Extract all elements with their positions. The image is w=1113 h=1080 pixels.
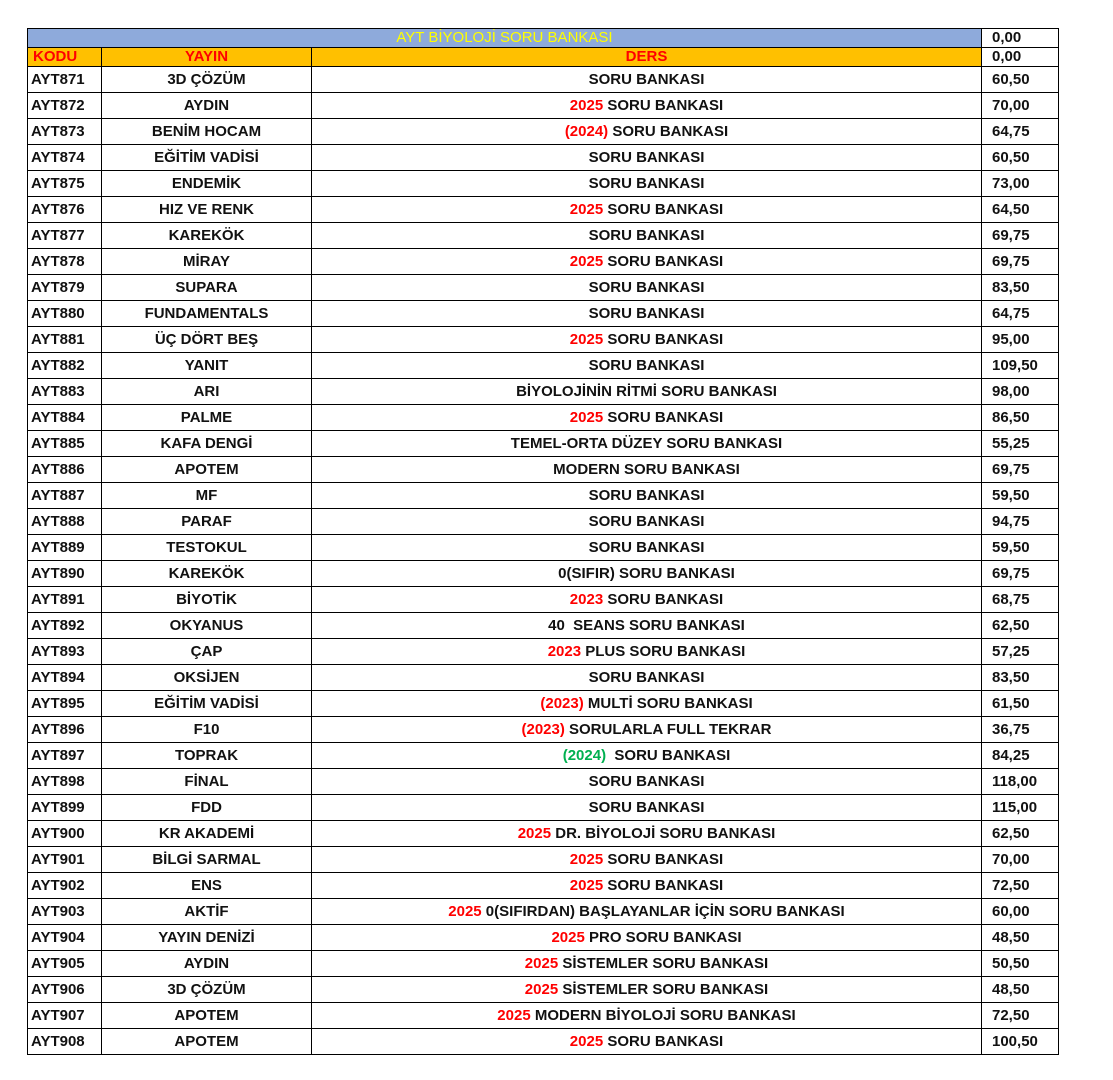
cell-course[interactable] [312, 847, 982, 873]
cell-code[interactable]: AYT895 [28, 691, 102, 717]
table-row [28, 665, 1059, 691]
cell-publisher[interactable]: MF [102, 483, 312, 509]
course-name: 0(SIFIR) SORU BANKASI [558, 565, 735, 582]
table-row [28, 899, 1059, 925]
table-row [28, 1029, 1059, 1055]
course-name: MODERN SORU BANKASI [553, 461, 740, 478]
cell-course[interactable] [312, 509, 982, 535]
cell-course[interactable] [312, 665, 982, 691]
cell-publisher[interactable]: EĞİTİM VADİSİ [102, 691, 312, 717]
cell-code[interactable]: AYT873 [28, 119, 102, 145]
course-name: 40 SEANS SORU BANKASI [548, 617, 745, 634]
cell-price[interactable]: 73,00 [982, 171, 1059, 197]
course-name: SORU BANKASI [588, 357, 705, 374]
cell-publisher[interactable]: BENİM HOCAM [102, 119, 312, 145]
cell-price[interactable]: 109,50 [982, 353, 1059, 379]
course-year-prefix: 2025 [551, 929, 585, 946]
cell-publisher[interactable]: ÇAP [102, 639, 312, 665]
cell-code[interactable]: AYT875 [28, 171, 102, 197]
course-name: MODERN BİYOLOJİ SORU BANKASI [530, 1007, 796, 1024]
course-name: SİSTEMLER SORU BANKASI [558, 955, 769, 972]
table-row [28, 873, 1059, 899]
cell-course[interactable] [312, 457, 982, 483]
course-year-prefix: 2025 [569, 851, 604, 868]
course-name: SORU BANKASI [588, 305, 705, 322]
table-row [28, 379, 1059, 405]
cell-code[interactable]: AYT874 [28, 145, 102, 171]
cell-course[interactable] [312, 795, 982, 821]
course-name: SORU BANKASI [603, 253, 724, 270]
cell-publisher[interactable]: KR AKADEMİ [102, 821, 312, 847]
table-row [28, 691, 1059, 717]
cell-course[interactable] [312, 223, 982, 249]
table-row [28, 67, 1059, 93]
course-name: SORU BANKASI [603, 851, 724, 868]
cell-price[interactable]: 48,50 [982, 977, 1059, 1003]
header-code[interactable]: KODU [28, 48, 102, 67]
cell-course[interactable] [312, 171, 982, 197]
cell-publisher[interactable]: ENDEMİK [102, 171, 312, 197]
cell-code[interactable]: AYT899 [28, 795, 102, 821]
course-year-prefix: 2025 [569, 1033, 604, 1050]
table-row [28, 119, 1059, 145]
course-year-prefix: 2025 [569, 877, 604, 894]
cell-publisher[interactable]: HIZ VE RENK [102, 197, 312, 223]
cell-price[interactable]: 64,75 [982, 119, 1059, 145]
cell-publisher[interactable]: YAYIN DENİZİ [102, 925, 312, 951]
cell-code[interactable]: AYT878 [28, 249, 102, 275]
table-row [28, 535, 1059, 561]
table-row [28, 223, 1059, 249]
cell-course[interactable] [312, 379, 982, 405]
cell-course[interactable] [312, 587, 982, 613]
course-year-prefix: 2025 [517, 825, 552, 842]
cell-code[interactable]: AYT896 [28, 717, 102, 743]
course-year-prefix: (2023) [521, 721, 565, 738]
cell-code[interactable]: AYT908 [28, 1029, 102, 1055]
course-name: 0(SIFIRDAN) BAŞLAYANLAR İÇİN SORU BANKASI [481, 903, 845, 920]
course-year-prefix: 2025 [569, 331, 604, 348]
course-name: SİSTEMLER SORU BANKASI [558, 981, 769, 998]
table-row [28, 743, 1059, 769]
cell-price[interactable]: 68,75 [982, 587, 1059, 613]
cell-price[interactable]: 55,25 [982, 431, 1059, 457]
cell-course[interactable] [312, 119, 982, 145]
header-publisher[interactable]: YAYIN [102, 48, 312, 67]
table-row [28, 145, 1059, 171]
course-year-prefix: 2025 [569, 409, 604, 426]
course-name: SORU BANKASI [588, 227, 705, 244]
table-row [28, 431, 1059, 457]
cell-publisher[interactable]: KAFA DENGİ [102, 431, 312, 457]
table-row [28, 821, 1059, 847]
cell-course[interactable] [312, 717, 982, 743]
cell-publisher[interactable]: BİLGİ SARMAL [102, 847, 312, 873]
course-name: BİYOLOJİNİN RİTMİ SORU BANKASI [516, 383, 777, 400]
cell-code[interactable]: AYT900 [28, 821, 102, 847]
cell-publisher[interactable]: SUPARA [102, 275, 312, 301]
cell-publisher[interactable]: BİYOTİK [102, 587, 312, 613]
cell-publisher[interactable]: KAREKÖK [102, 561, 312, 587]
course-name: SORU BANKASI [603, 591, 724, 608]
cell-course[interactable] [312, 67, 982, 93]
cell-publisher[interactable]: YANIT [102, 353, 312, 379]
cell-course[interactable] [312, 275, 982, 301]
cell-code[interactable]: AYT890 [28, 561, 102, 587]
cell-price[interactable]: 64,75 [982, 301, 1059, 327]
cell-course[interactable] [312, 405, 982, 431]
cell-course[interactable] [312, 353, 982, 379]
cell-price[interactable]: 72,50 [982, 873, 1059, 899]
cell-publisher[interactable]: 3D ÇÖZÜM [102, 977, 312, 1003]
price-list-body [28, 29, 1059, 1055]
table-row [28, 977, 1059, 1003]
course-name: SORU BANKASI [608, 123, 729, 140]
table-row [28, 769, 1059, 795]
course-name: SORU BANKASI [588, 799, 705, 816]
cell-code[interactable]: AYT879 [28, 275, 102, 301]
cell-code[interactable]: AYT871 [28, 67, 102, 93]
cell-publisher[interactable]: AYDIN [102, 93, 312, 119]
cell-code[interactable]: AYT893 [28, 639, 102, 665]
course-name: DR. BİYOLOJİ SORU BANKASI [551, 825, 776, 842]
cell-course[interactable] [312, 561, 982, 587]
cell-course[interactable] [312, 977, 982, 1003]
cell-price[interactable]: 60,50 [982, 145, 1059, 171]
course-name: SORU BANKASI [603, 409, 724, 426]
table-row [28, 561, 1059, 587]
cell-price[interactable]: 70,00 [982, 93, 1059, 119]
cell-code[interactable]: AYT905 [28, 951, 102, 977]
cell-code[interactable]: AYT887 [28, 483, 102, 509]
cell-price[interactable]: 100,50 [982, 1029, 1059, 1055]
cell-course[interactable] [312, 197, 982, 223]
cell-publisher[interactable]: OKYANUS [102, 613, 312, 639]
course-name: SORU BANKASI [588, 513, 705, 530]
course-year-prefix: 2025 [569, 253, 604, 270]
course-name: SORU BANKASI [588, 669, 705, 686]
table-row [28, 301, 1059, 327]
cell-code[interactable]: AYT906 [28, 977, 102, 1003]
cell-price[interactable]: 62,50 [982, 821, 1059, 847]
table-row [28, 171, 1059, 197]
table-row [28, 795, 1059, 821]
cell-code[interactable]: AYT886 [28, 457, 102, 483]
cell-price[interactable]: 59,50 [982, 535, 1059, 561]
cell-publisher[interactable]: ARI [102, 379, 312, 405]
cell-course[interactable] [312, 1003, 982, 1029]
cell-code[interactable]: AYT902 [28, 873, 102, 899]
course-year-prefix: 2025 [569, 97, 604, 114]
cell-price[interactable]: 72,50 [982, 1003, 1059, 1029]
cell-publisher[interactable]: ÜÇ DÖRT BEŞ [102, 327, 312, 353]
cell-price[interactable]: 50,50 [982, 951, 1059, 977]
table-row [28, 405, 1059, 431]
cell-course[interactable] [312, 301, 982, 327]
course-year-prefix: (2024) [562, 747, 607, 764]
cell-code[interactable]: AYT891 [28, 587, 102, 613]
table-row [28, 509, 1059, 535]
course-name: SORU BANKASI [588, 487, 705, 504]
cell-price[interactable]: 62,50 [982, 613, 1059, 639]
cell-price[interactable]: 48,50 [982, 925, 1059, 951]
cell-price[interactable]: 69,75 [982, 249, 1059, 275]
cell-code[interactable]: AYT883 [28, 379, 102, 405]
course-name: PLUS SORU BANKASI [581, 643, 746, 660]
cell-code[interactable]: AYT877 [28, 223, 102, 249]
course-name: SORU BANKASI [603, 331, 724, 348]
table-row [28, 457, 1059, 483]
cell-course[interactable] [312, 431, 982, 457]
title-row [28, 29, 1059, 48]
course-name: SORU BANKASI [588, 773, 705, 790]
table-row [28, 93, 1059, 119]
cell-price[interactable]: 118,00 [982, 769, 1059, 795]
table-row [28, 327, 1059, 353]
cell-publisher[interactable]: PALME [102, 405, 312, 431]
cell-code[interactable]: AYT898 [28, 769, 102, 795]
cell-code[interactable]: AYT894 [28, 665, 102, 691]
cell-publisher[interactable]: TESTOKUL [102, 535, 312, 561]
cell-publisher[interactable]: F10 [102, 717, 312, 743]
title-price-cell[interactable]: 0,00 [982, 29, 1059, 48]
table-row [28, 275, 1059, 301]
course-name: SORU BANKASI [603, 1033, 724, 1050]
cell-course[interactable] [312, 899, 982, 925]
cell-price[interactable]: 59,50 [982, 483, 1059, 509]
cell-publisher[interactable]: EĞİTİM VADİSİ [102, 145, 312, 171]
course-year-prefix: 2025 [448, 903, 482, 920]
cell-course[interactable] [312, 769, 982, 795]
table-row [28, 249, 1059, 275]
cell-code[interactable]: AYT897 [28, 743, 102, 769]
cell-price[interactable]: 86,50 [982, 405, 1059, 431]
cell-publisher[interactable]: KAREKÖK [102, 223, 312, 249]
cell-course[interactable] [312, 925, 982, 951]
cell-code[interactable]: AYT880 [28, 301, 102, 327]
cell-code[interactable]: AYT888 [28, 509, 102, 535]
cell-course[interactable] [312, 873, 982, 899]
cell-price[interactable]: 69,75 [982, 457, 1059, 483]
header-price[interactable]: 0,00 [982, 48, 1059, 67]
table-row [28, 847, 1059, 873]
cell-publisher[interactable]: APOTEM [102, 457, 312, 483]
course-year-prefix: 2025 [524, 955, 559, 972]
course-year-prefix: 2025 [569, 201, 604, 218]
cell-publisher[interactable]: ENS [102, 873, 312, 899]
cell-price[interactable]: 57,25 [982, 639, 1059, 665]
cell-course[interactable] [312, 691, 982, 717]
cell-price[interactable]: 98,00 [982, 379, 1059, 405]
course-name: TEMEL-ORTA DÜZEY SORU BANKASI [510, 435, 783, 452]
cell-price[interactable]: 70,00 [982, 847, 1059, 873]
cell-publisher[interactable]: FİNAL [102, 769, 312, 795]
course-name: SORU BANKASI [588, 539, 705, 556]
cell-price[interactable]: 69,75 [982, 223, 1059, 249]
cell-code[interactable]: AYT884 [28, 405, 102, 431]
cell-course[interactable] [312, 639, 982, 665]
cell-publisher[interactable]: FDD [102, 795, 312, 821]
cell-course[interactable] [312, 1029, 982, 1055]
cell-publisher[interactable]: APOTEM [102, 1029, 312, 1055]
course-name: SORU BANKASI [603, 201, 724, 218]
cell-publisher[interactable]: 3D ÇÖZÜM [102, 67, 312, 93]
table-row [28, 639, 1059, 665]
header-course[interactable]: DERS [312, 48, 982, 67]
sheet-title[interactable]: AYT BİYOLOJİ SORU BANKASI [28, 29, 982, 48]
course-year-prefix: (2023) [540, 695, 584, 712]
cell-price[interactable]: 61,50 [982, 691, 1059, 717]
table-row [28, 353, 1059, 379]
cell-price[interactable]: 60,00 [982, 899, 1059, 925]
course-name: SORULARLA FULL TEKRAR [564, 721, 772, 738]
cell-course[interactable] [312, 249, 982, 275]
cell-price[interactable]: 95,00 [982, 327, 1059, 353]
course-name: SORU BANKASI [603, 877, 724, 894]
cell-publisher[interactable]: PARAF [102, 509, 312, 535]
price-list-table [27, 28, 1059, 1055]
course-year-prefix: 2023 [547, 643, 582, 660]
cell-code[interactable]: AYT881 [28, 327, 102, 353]
cell-course[interactable] [312, 613, 982, 639]
cell-publisher[interactable]: AYDIN [102, 951, 312, 977]
course-year-prefix: 2025 [524, 981, 559, 998]
course-name: SORU BANKASI [588, 71, 705, 88]
cell-code[interactable]: AYT904 [28, 925, 102, 951]
cell-price[interactable]: 83,50 [982, 275, 1059, 301]
course-name: SORU BANKASI [588, 279, 705, 296]
table-row [28, 717, 1059, 743]
cell-price[interactable]: 115,00 [982, 795, 1059, 821]
cell-price[interactable]: 60,50 [982, 67, 1059, 93]
table-row [28, 925, 1059, 951]
header-row [28, 48, 1059, 67]
cell-course[interactable] [312, 743, 982, 769]
course-name: SORU BANKASI [603, 97, 724, 114]
cell-code[interactable]: AYT903 [28, 899, 102, 925]
cell-price[interactable]: 36,75 [982, 717, 1059, 743]
course-name: SORU BANKASI [588, 149, 705, 166]
cell-publisher[interactable]: OKSİJEN [102, 665, 312, 691]
course-name: SORU BANKASI [588, 175, 705, 192]
cell-course[interactable] [312, 951, 982, 977]
cell-price[interactable]: 83,50 [982, 665, 1059, 691]
cell-code[interactable]: AYT885 [28, 431, 102, 457]
cell-course[interactable] [312, 145, 982, 171]
cell-course[interactable] [312, 535, 982, 561]
course-name: PRO SORU BANKASI [584, 929, 742, 946]
cell-publisher[interactable]: AKTİF [102, 899, 312, 925]
cell-price[interactable]: 69,75 [982, 561, 1059, 587]
cell-price[interactable]: 94,75 [982, 509, 1059, 535]
table-row [28, 613, 1059, 639]
table-row [28, 197, 1059, 223]
cell-code[interactable]: AYT901 [28, 847, 102, 873]
cell-publisher[interactable]: APOTEM [102, 1003, 312, 1029]
cell-course[interactable] [312, 93, 982, 119]
cell-course[interactable] [312, 483, 982, 509]
course-name: MULTİ SORU BANKASI [583, 695, 753, 712]
cell-code[interactable]: AYT892 [28, 613, 102, 639]
cell-course[interactable] [312, 821, 982, 847]
cell-code[interactable]: AYT882 [28, 353, 102, 379]
cell-code[interactable]: AYT907 [28, 1003, 102, 1029]
course-year-prefix: (2024) [564, 123, 609, 140]
cell-price[interactable]: 84,25 [982, 743, 1059, 769]
table-row [28, 951, 1059, 977]
table-row [28, 1003, 1059, 1029]
course-name: SORU BANKASI [606, 747, 731, 764]
cell-code[interactable]: AYT889 [28, 535, 102, 561]
table-row [28, 587, 1059, 613]
table-row [28, 483, 1059, 509]
cell-course[interactable] [312, 327, 982, 353]
cell-publisher[interactable]: TOPRAK [102, 743, 312, 769]
course-year-prefix: 2025 [497, 1007, 531, 1024]
cell-price[interactable]: 64,50 [982, 197, 1059, 223]
cell-publisher[interactable]: FUNDAMENTALS [102, 301, 312, 327]
cell-publisher[interactable]: MİRAY [102, 249, 312, 275]
cell-code[interactable]: AYT876 [28, 197, 102, 223]
course-year-prefix: 2023 [569, 591, 604, 608]
cell-code[interactable]: AYT872 [28, 93, 102, 119]
